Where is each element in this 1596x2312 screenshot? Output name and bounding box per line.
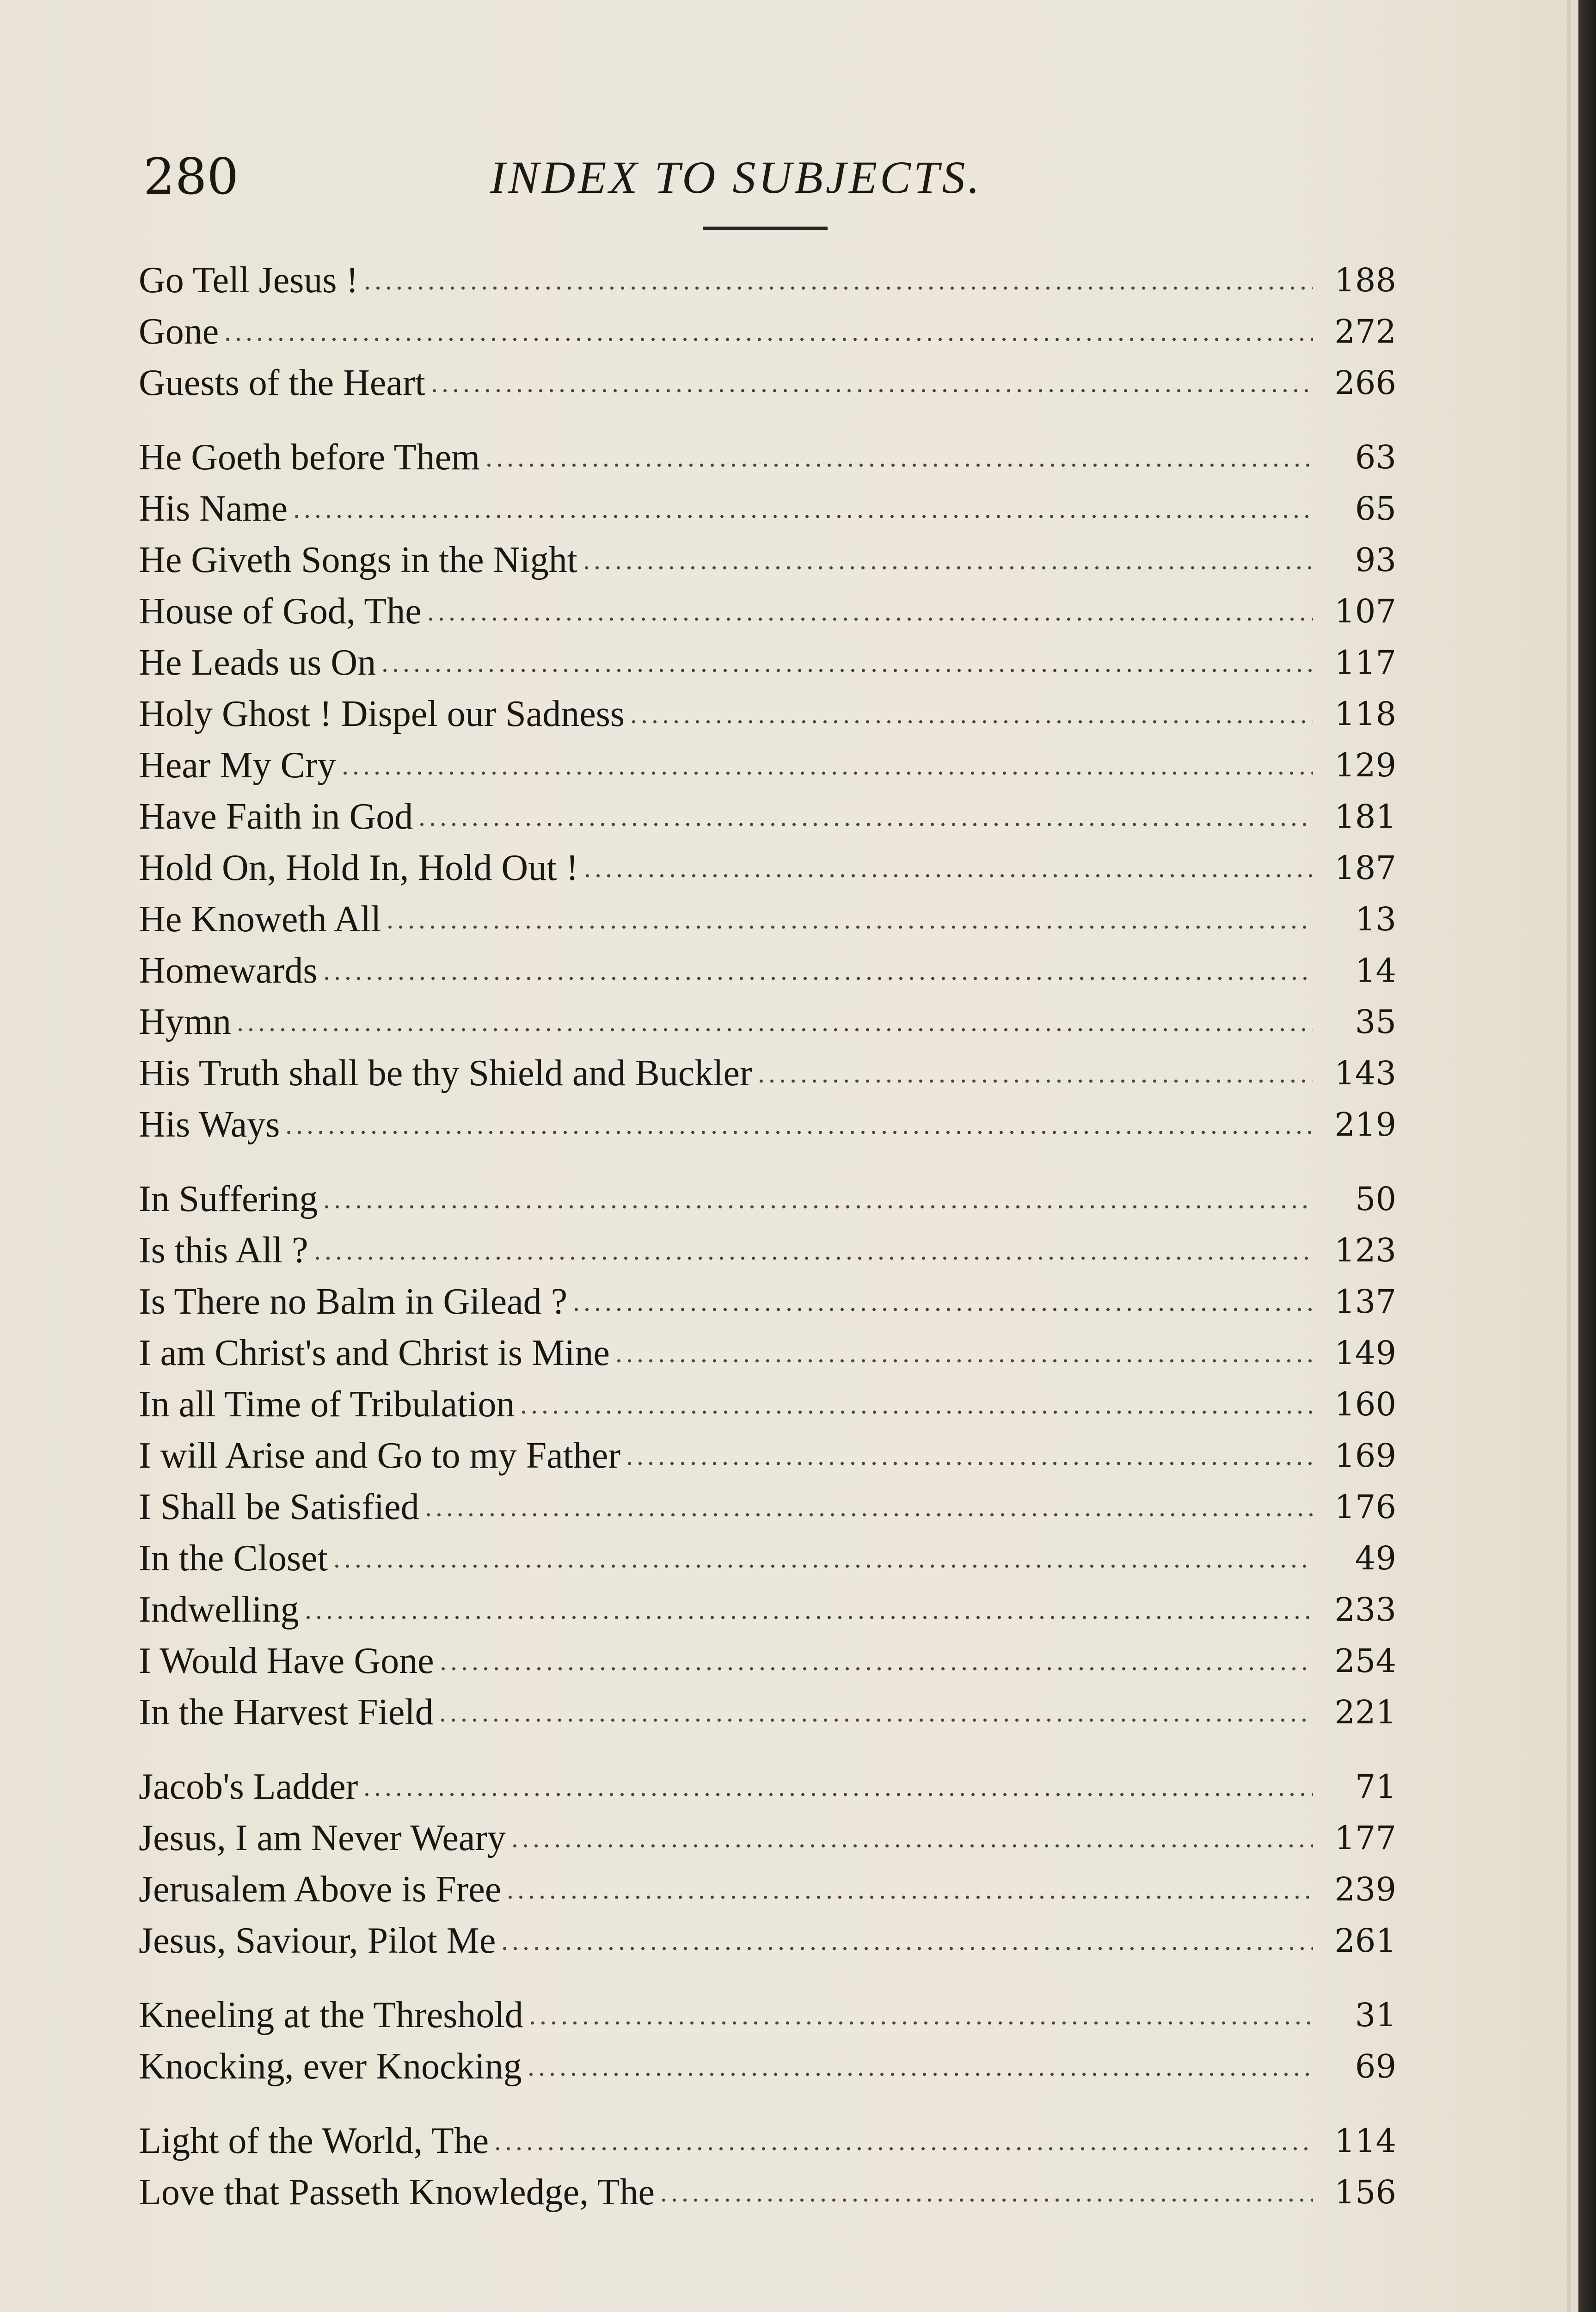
entry-title: His Ways [139,1104,280,1145]
page-header [139,139,1406,213]
entry-page-number: 160 [1334,1385,1396,1423]
index-entry [139,1479,1396,1530]
index-entry [139,1273,1396,1325]
page-number: 280 [143,148,239,206]
entry-title: In the Harvest Field [139,1692,434,1733]
index-entry [139,480,1396,532]
entry-page-number: 63 [1355,438,1396,476]
dot-leader [582,872,1313,880]
dot-leader [505,1893,1313,1901]
dot-leader [423,1511,1313,1519]
dot-leader [385,923,1313,931]
entry-page-number: 254 [1334,1642,1396,1680]
index-entry [139,303,1396,355]
running-title: INDEX TO SUBJECTS. [490,152,982,203]
index-entry [139,1045,1396,1096]
dot-leader [492,2145,1313,2153]
index-group [139,252,1396,406]
dot-leader [362,284,1313,292]
entry-page-number: 71 [1355,1768,1396,1806]
dot-leader [509,1842,1313,1850]
dot-leader [321,1203,1313,1211]
dot-leader [380,666,1313,675]
entry-page-number: 266 [1334,364,1396,402]
entry-title: I Shall be Satisfied [139,1487,419,1527]
entry-page-number: 176 [1334,1488,1396,1526]
entry-title: Light of the World, The [139,2121,489,2161]
entry-page-number: 49 [1355,1539,1396,1577]
entry-title: Hear My Cry [139,745,336,786]
index-entry [139,355,1396,406]
dot-leader [340,769,1313,777]
title-rule [703,227,828,230]
entry-title: Jacob's Ladder [139,1766,358,1807]
entry-page-number: 14 [1355,952,1396,990]
index-entry [139,686,1396,737]
index-entry [139,1376,1396,1427]
index-entry [139,2113,1396,2164]
dot-leader [291,512,1313,521]
dot-leader [624,1459,1313,1468]
dot-leader [429,387,1313,395]
entry-page-number: 221 [1334,1693,1396,1731]
dot-leader [321,974,1313,983]
index-entry [139,1912,1396,1964]
entry-page-number: 219 [1334,1106,1396,1144]
dot-leader [484,461,1313,469]
entry-title: House of God, The [139,591,422,632]
dot-leader [303,1613,1313,1622]
entry-page-number: 149 [1334,1334,1396,1372]
entry-title: Indwelling [139,1589,299,1630]
index-entry [139,1222,1396,1273]
entry-page-number: 65 [1355,490,1396,528]
index-entry [139,532,1396,583]
entry-page-number: 129 [1334,746,1396,784]
entry-page-number: 181 [1334,798,1396,836]
dot-leader [658,2196,1313,2204]
entry-title: Holy Ghost ! Dispel our Sadness [139,694,625,734]
index-entry [139,1633,1396,1684]
entry-page-number: 13 [1355,900,1396,938]
entry-title: Hold On, Hold In, Hold Out ! [139,848,579,888]
entry-title: His Truth shall be thy Shield and Buckler [139,1053,752,1094]
entry-title: Knocking, ever Knocking [139,2046,522,2087]
entry-page-number: 107 [1334,592,1396,630]
entry-page-number: 123 [1334,1231,1396,1269]
entry-title: Is There no Balm in Gilead ? [139,1281,568,1322]
page-edge [1567,0,1571,2312]
index-group [139,1171,1396,1735]
entry-page-number: 233 [1334,1591,1396,1629]
entry-title: Jerusalem Above is Free [139,1869,502,1910]
index-group [139,429,1396,1148]
entry-title: Homewards [139,950,318,991]
dot-leader [527,2019,1313,2027]
index-entry [139,634,1396,686]
index-group [139,1759,1396,1964]
index-entry [139,1810,1396,1861]
index-entry [139,840,1396,891]
entry-title: I am Christ's and Christ is Mine [139,1333,610,1373]
index-group [139,2113,1396,2215]
entry-page-number: 69 [1355,2048,1396,2085]
dot-leader [518,1408,1313,1416]
dot-leader [526,2070,1313,2078]
entry-page-number: 187 [1334,849,1396,887]
index-entry [139,1581,1396,1633]
entry-page-number: 31 [1355,1996,1396,2034]
entry-title: Go Tell Jesus ! [139,260,359,301]
entry-title: Love that Passeth Knowledge, The [139,2172,655,2213]
entry-title: Is this All ? [139,1230,308,1271]
index-entry [139,1861,1396,1912]
dot-leader [425,615,1313,623]
entry-title: I will Arise and Go to my Father [139,1435,621,1476]
index-entry [139,2038,1396,2090]
entry-page-number: 50 [1355,1180,1396,1218]
dot-leader [756,1077,1313,1085]
entry-title: He Giveth Songs in the Night [139,540,577,580]
dot-leader [362,1790,1313,1799]
index-entry [139,583,1396,634]
dot-leader [417,820,1313,829]
index-entry [139,1096,1396,1148]
entry-title: Guests of the Heart [139,363,425,403]
index-entry [139,2164,1396,2215]
entry-page-number: 188 [1334,261,1396,299]
index-entry [139,1987,1396,2038]
entry-title: Kneeling at the Threshold [139,1995,523,2035]
entry-page-number: 114 [1334,2122,1396,2160]
entry-title: Jesus, I am Never Weary [139,1818,506,1858]
entry-page-number: 117 [1334,644,1396,682]
entry-title: In all Time of Tribulation [139,1384,515,1425]
entry-title: In the Closet [139,1538,328,1579]
dot-leader [222,335,1313,344]
dot-leader [499,1944,1313,1953]
index-group [139,1987,1396,2090]
entry-title: He Goeth before Them [139,437,480,478]
entry-title: I Would Have Gone [139,1641,434,1681]
index-entries [139,252,1396,2238]
entry-page-number: 272 [1334,313,1396,350]
entry-page-number: 261 [1334,1922,1396,1960]
dot-leader [581,564,1313,572]
index-entry [139,1325,1396,1376]
index-entry [139,737,1396,788]
index-entry [139,252,1396,303]
index-entry [139,994,1396,1045]
entry-title: He Knoweth All [139,899,381,940]
index-entry [139,1759,1396,1810]
dot-leader [628,718,1313,726]
index-entry [139,788,1396,840]
index-entry [139,429,1396,480]
index-entry [139,942,1396,994]
dot-leader [235,1026,1313,1034]
entry-page-number: 239 [1334,1870,1396,1908]
entry-page-number: 93 [1355,541,1396,579]
index-entry [139,1530,1396,1581]
entry-page-number: 143 [1334,1054,1396,1092]
index-entry [139,1171,1396,1222]
dot-leader [438,1665,1313,1673]
index-entry [139,1427,1396,1479]
entry-page-number: 35 [1355,1003,1396,1041]
entry-page-number: 156 [1334,2173,1396,2211]
dot-leader [614,1357,1313,1365]
entry-page-number: 118 [1334,695,1396,733]
index-entry [139,891,1396,942]
entry-title: Jesus, Saviour, Pilot Me [139,1920,496,1961]
entry-page-number: 177 [1334,1819,1396,1857]
dot-leader [283,1128,1313,1137]
binding-edge [1578,0,1596,2312]
entry-title: In Suffering [139,1179,318,1219]
index-entry [139,1684,1396,1735]
entry-title: Hymn [139,1002,231,1042]
dot-leader [331,1562,1313,1570]
dot-leader [312,1254,1313,1262]
entry-title: Have Faith in God [139,796,413,837]
dot-leader [437,1716,1313,1724]
entry-page-number: 169 [1334,1437,1396,1475]
entry-title: Gone [139,311,219,352]
entry-title: He Leads us On [139,642,376,683]
entry-title: His Name [139,488,288,529]
entry-page-number: 137 [1334,1283,1396,1321]
dot-leader [571,1305,1313,1314]
